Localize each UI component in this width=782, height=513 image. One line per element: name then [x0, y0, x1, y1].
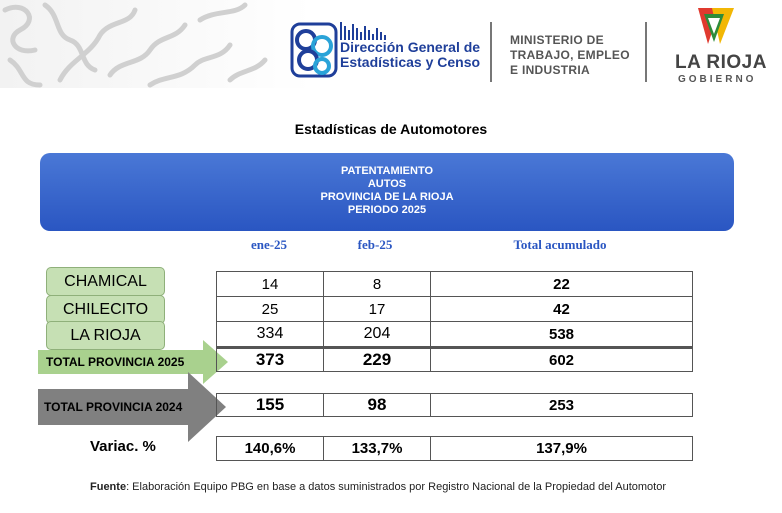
banner-line3: PROVINCIA DE LA RIOJA: [320, 191, 454, 203]
column-header-ene: ene-25: [250, 237, 288, 252]
total-2025-label: TOTAL PROVINCIA 2025: [46, 355, 185, 369]
table-row: [217, 272, 693, 297]
cell-total2025-total: 602: [431, 348, 693, 372]
table-row: [217, 348, 693, 372]
banner-line1: PATENTAMIENTO: [340, 165, 434, 177]
table-row: [217, 394, 693, 417]
cell-larioja-feb: 204: [324, 322, 431, 347]
table-row: [217, 322, 693, 347]
cell-total2024-total: 253: [431, 394, 693, 417]
decorative-pattern: [0, 0, 270, 88]
source-label: Fuente: [90, 481, 127, 493]
cell-total2025-ene: 373: [217, 348, 324, 372]
dgec-logo-icon: [290, 22, 338, 78]
total-2025-table: [216, 346, 693, 372]
variacion-label: Variac. %: [90, 438, 156, 455]
cell-variacion-feb: 133,7%: [324, 437, 431, 461]
bar-graphic-icon: [340, 22, 420, 40]
cell-total2024-ene: 155: [217, 394, 324, 417]
cell-larioja-ene: 334: [217, 322, 324, 347]
ministry-line3: E INDUSTRIA: [510, 63, 590, 77]
dgec-title: [340, 40, 480, 70]
dept-label-la-rioja: LA RIOJA: [46, 321, 165, 350]
departments-table: [216, 271, 693, 347]
dept-label-chilecito: CHILECITO: [46, 295, 165, 324]
cell-chilecito-ene: 25: [217, 297, 324, 322]
ministry-line2: TRABAJO, EMPLEO: [510, 48, 630, 62]
ministry-line1: MINISTERIO DE: [510, 33, 604, 47]
header-divider: [490, 22, 492, 82]
table-row: [217, 437, 693, 461]
ministry-name: [510, 33, 630, 78]
cell-larioja-total: 538: [431, 322, 693, 347]
table-row: [217, 297, 693, 322]
header-divider-2: [645, 22, 647, 82]
total-2024-table: [216, 393, 693, 417]
page-title: Estadísticas de Automotores: [294, 121, 488, 137]
cell-total2024-feb: 98: [324, 394, 431, 417]
la-rioja-subtitle: GOBIERNO: [678, 74, 757, 85]
cell-chamical-ene: 14: [217, 272, 324, 297]
cell-chilecito-feb: 17: [324, 297, 431, 322]
period-banner: [40, 153, 734, 231]
total-2024-label: TOTAL PROVINCIA 2024: [44, 400, 183, 414]
source-note: [90, 481, 666, 493]
dept-label-chamical: CHAMICAL: [46, 267, 165, 296]
banner-line4: PERIODO 2025: [347, 204, 427, 216]
column-header-total: Total acumulado: [513, 237, 607, 252]
source-text: : Elaboración Equipo PBG en base a datos suministrados por Registro Nacional de la Propiedad del Automotor: [126, 481, 666, 493]
column-header-feb: feb-25: [357, 237, 393, 252]
cell-chamical-feb: 8: [324, 272, 431, 297]
cell-variacion-ene: 140,6%: [217, 437, 324, 461]
la-rioja-title: LA RIOJA: [675, 52, 767, 73]
cell-chamical-total: 22: [431, 272, 693, 297]
cell-total2025-feb: 229: [324, 348, 431, 372]
la-rioja-emblem-icon: [690, 4, 740, 48]
dgec-title-line2: Estadísticas y Censo: [340, 54, 481, 70]
variacion-table: [216, 436, 693, 461]
dgec-title-line1: Dirección General de: [340, 39, 481, 55]
cell-variacion-total: 137,9%: [431, 437, 693, 461]
banner-line2: AUTOS: [367, 178, 407, 190]
cell-chilecito-total: 42: [431, 297, 693, 322]
